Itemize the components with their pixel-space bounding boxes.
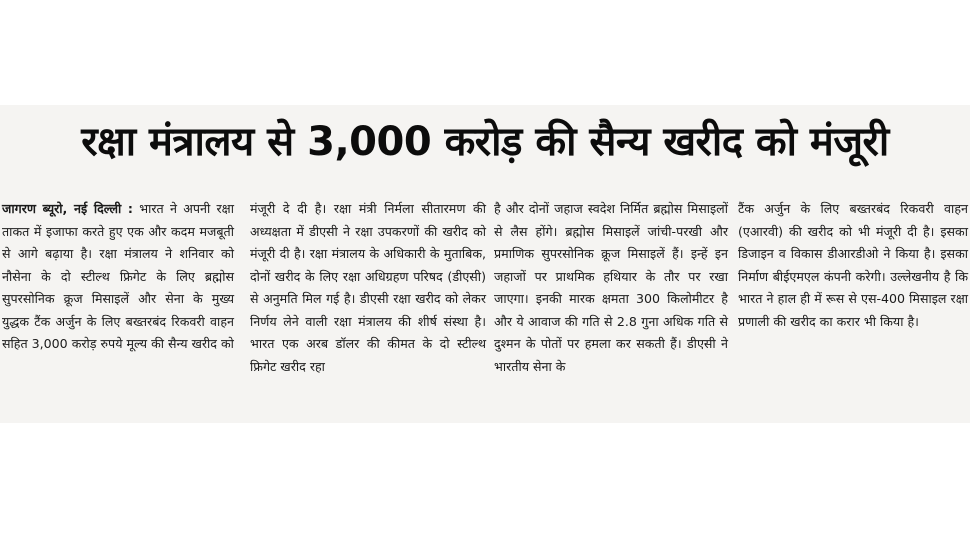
article-column-2: मंजूरी दे दी है। रक्षा मंत्री निर्मला सीतारमण की अध्यक्षता में डीएसी ने रक्षा उपकरणों की खरीद को मंजूरी दी है। रक्षा मंत्रालय के अधिकारी के मुताबिक, दोनों खरीद के लिए रक्षा अधिग्रहण परिषद (डीएसी) से अनुमति मिल गई है। डीएसी रक्षा खरीद को लेकर निर्णय लेने वाली रक्षा मंत्रालय की शीर्ष संस्था है। भारत एक अरब डॉलर की कीमत के दो स्टील्थ फ्रिगेट खरीद रहा xyxy=(250,201,486,374)
column-1-text: भारत ने अपनी रक्षा ताकत में इजाफा करते हुए एक और कदम मजबूती से आगे बढ़ाया है। रक्षा मंत्रालय ने शनिवार को नौसेना के दो स्टील्थ फ्रिगेट के लिए ब्रह्मोस सुपरसोनिक क्रूज मिसाइलें और सेना के मुख्य युद्धक टैंक अर्जुन के लिए बख्तरबंद रिकवरी वाहन सहित 3,000 करोड़ रुपये मूल्य की सैन्य खरीद को xyxy=(2,201,234,351)
dateline: जागरण ब्यूरो, नई दिल्ली : xyxy=(2,201,133,216)
article-column-1 xyxy=(2,198,234,356)
article-headline: रक्षा मंत्रालय से 3,000 करोड़ की सैन्य खरीद को मंजूरी xyxy=(81,119,889,165)
article-column-3: है और दोनों जहाज स्वदेश निर्मित ब्रह्मोस मिसाइलों से लैस होंगे। ब्रह्मोस मिसाइलें जांची-परखी और प्रमाणिक सुपरसोनिक क्रूज मिसाइलें हैं। इन्हें इन जहाजों पर प्राथमिक हथियार के तौर पर रखा जाएगा। इनकी मारक क्षमता 300 किलोमीटर है और ये आवाज की गति से 2.8 गुना अधिक गति से दुश्मन के पोतों पर हमला कर सकती हैं। डीएसी ने भारतीय सेना के xyxy=(494,201,728,374)
article-column-4: टैंक अर्जुन के लिए बख्तरबंद रिकवरी वाहन (एआरवी) की खरीद को भी मंजूरी दी है। इसका डिजाइन व विकास डीआरडीओ ने किया है। इसका निर्माण बीईएमएल कंपनी करेगी। उल्लेखनीय है कि भारत ने हाल ही में रूस से एस-400 मिसाइल रक्षा प्रणाली की खरीद का करार भी किया है। xyxy=(738,201,968,329)
